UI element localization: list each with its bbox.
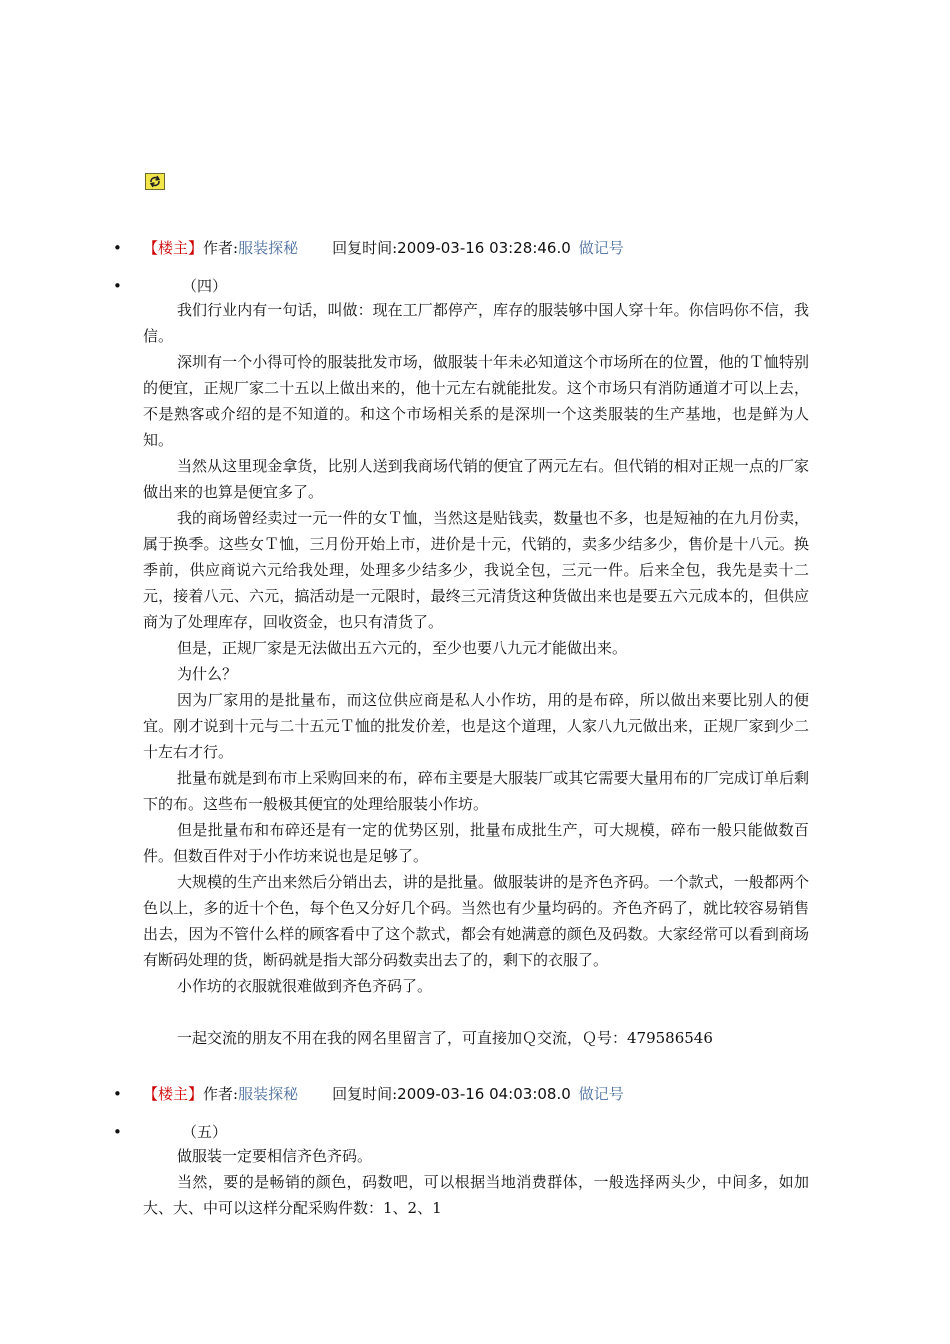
paragraph: 为什么？ (177, 665, 238, 683)
author-link[interactable]: 服装探秘 (238, 239, 299, 257)
contact-paragraph: 一起交流的朋友不用在我的网名里留言了，可直接加Ｑ交流，Ｑ号：479586546 (177, 1029, 713, 1047)
paragraph: 当然从这里现金拿货，比别人送到我商场代销的便宜了两元左右。但代销的相对正规一点的厂家做出来的也算是便宜多了。 (143, 457, 809, 501)
post-body-header (0, 272, 950, 300)
paragraph: 因为厂家用的是批量布，而这位供应商是私人小作坊，用的是布碎，所以做出来要比别人的便宜。刚才说到十元与二十五元Ｔ恤的批发价差，也是这个道理，人家八九元做出来，正规厂家到少二十左右才行。 (143, 691, 809, 761)
paragraph: 大规模的生产出来然后分销出去，讲的是批量。做服装讲的是齐色齐码。一个款式，一般都两个色以上，多的近十个色，每个色又分好几个码。当然也有少量均码的。齐色齐码了，就比较容易销售出去，因为不管什么样的顾客看中了这个款式，都会有她满意的颜色及码数。大家经常可以看到商场有断码处理的货，断码就是指大部分码数卖出去了的，剩下的衣服了。 (143, 873, 809, 969)
post-2 (0, 1080, 950, 1217)
paragraph: 我的商场曾经卖过一元一件的女Ｔ恤，当然这是贴钱卖，数量也不多，也是短袖的在九月份卖，属于换季。这些女Ｔ恤，三月份开始上市，进价是十元，代销的，卖多少结多少，售价是十八元。换季前，供应商说六元给我处理，处理多少结多少，我说全包，三元一件。后来全包，我先是卖十二元，接着八元、六元，搞活动是一元限时，最终三元清货这种货做出来也是要五六元成本的，但供应商为了处理库存，回收资金，也只有清货了。 (143, 509, 809, 631)
section-number: （四） (182, 277, 228, 295)
post-body-header (0, 1118, 950, 1146)
paragraph: 小作坊的衣服就很难做到齐色齐码了。 (177, 977, 433, 995)
paragraph: 批量布就是到布市上采购回来的布，碎布主要是大服装厂或其它需要大量用布的厂完成订单后剩下的布。这些布一般极其便宜的处理给服装小作坊。 (143, 769, 809, 813)
post-body (143, 297, 809, 1051)
post-meta (0, 234, 950, 262)
paragraph: 深圳有一个小得可怜的服装批发市场，做服装十年未必知道这个市场所在的位置，他的Ｔ恤特别的便宜，正规厂家二十五以上做出来的，他十元左右就能批发。这个市场只有消防通道才可以上去，不是熟客或介绍的是不知道的。和这个市场相关系的是深圳一个这类服装的生产基地，也是鲜为人知。 (143, 353, 809, 449)
post-time: 2009-03-16 04:03:08.0 (397, 1085, 571, 1103)
blank-line (143, 999, 809, 1025)
time-label: 回复时间: (332, 1085, 398, 1103)
author-label: 作者: (203, 239, 239, 257)
bullet-icon: • (113, 277, 122, 295)
paragraph: 我们行业内有一句话，叫做：现在工厂都停产，库存的服装够中国人穿十年。你信吗你不信，我信。 (143, 301, 809, 345)
post-meta (0, 1080, 950, 1108)
post-meta-content (143, 1080, 624, 1108)
post-1 (0, 234, 950, 1047)
author-link[interactable]: 服装探秘 (238, 1085, 299, 1103)
role-badge: 【楼主】 (143, 239, 204, 257)
author-label: 作者: (203, 1085, 239, 1103)
bullet-icon: • (113, 1085, 122, 1103)
bullet-icon: • (113, 239, 122, 257)
bookmark-link[interactable]: 做记号 (578, 239, 624, 257)
role-badge: 【楼主】 (143, 1085, 204, 1103)
post-body (143, 1143, 809, 1221)
paragraph: 当然，要的是畅销的颜色，码数吧，可以根据当地消费群体，一般选择两头少，中间多，如加大、大、中可以这样分配采购件数：1、2、1 (143, 1173, 809, 1217)
section-number: （五） (182, 1123, 228, 1141)
bookmark-link[interactable]: 做记号 (578, 1085, 624, 1103)
paragraph: 但是批量布和布碎还是有一定的优势区别，批量布成批生产，可大规模，碎布一般只能做数百件。但数百件对于小作坊来说也是足够了。 (143, 821, 809, 865)
post-time: 2009-03-16 03:28:46.0 (397, 239, 571, 257)
refresh-icon[interactable] (145, 173, 165, 190)
paragraph: 但是，正规厂家是无法做出五六元的，至少也要八九元才能做出来。 (177, 639, 628, 657)
post-meta-content (143, 234, 624, 262)
bullet-icon: • (113, 1123, 122, 1141)
time-label: 回复时间: (332, 239, 398, 257)
paragraph: 做服装一定要相信齐色齐码。 (177, 1147, 373, 1165)
refresh-icon-glyph (146, 174, 164, 189)
